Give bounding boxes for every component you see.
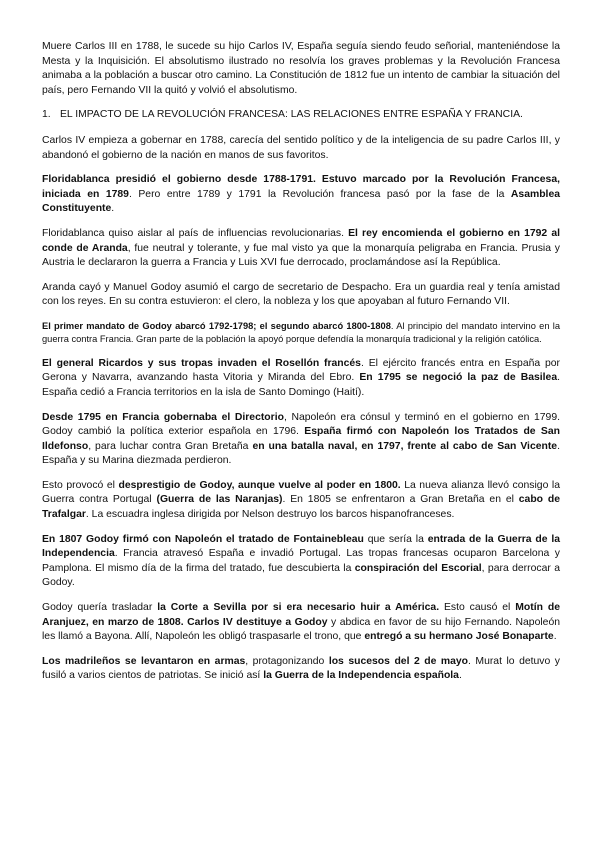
- bold-text: Asamblea Constituyente: [42, 188, 560, 215]
- bold-text: España firmó con Napoleón los Tratados de San Ildefonso: [42, 426, 560, 452]
- text: , para luchar contra Gran Bretaña: [88, 440, 253, 452]
- text: . España y su Marina diezmada perdieron.: [42, 440, 560, 467]
- bold-text: los sucesos del 2 de mayo: [328, 655, 469, 667]
- text: que sería la: [363, 533, 428, 545]
- paragraph-aranjuez: [42, 601, 560, 645]
- text: . Murat lo detuvo y fusiló a varios cientos de patriotas. Se inició así: [42, 655, 560, 682]
- text: .: [553, 631, 557, 643]
- bold-text: entrada de la Guerra de la Independencia: [42, 533, 560, 560]
- paragraph-godoy: Aranda cayó y Manuel Godoy asumió el cargo de secretario de Despacho. Era un guardia real y tenía amistad con los reyes. En su contra estuvieron: el clero, la nobleza y los que apoyaban al futuro Fernando VII.: [42, 281, 560, 308]
- text: Esto provocó el: [42, 479, 119, 491]
- paragraph-aranda: [42, 227, 560, 271]
- paragraph-floridablanca-government: [42, 173, 560, 217]
- text: Floridablanca quiso aislar al país de influencias revolucionarias.: [42, 227, 349, 239]
- paragraph-trafalgar: [42, 479, 560, 523]
- text: .: [111, 203, 115, 215]
- text: , fue neutral y tolerante, y fue mal visto ya que la monarquía peligraba en Francia. Prusia y Austria le declararon la guerra a Francia y Luis XVI fue derrocado, proclamándose así la República.: [42, 242, 560, 269]
- bold-text: cabo de Trafalgar: [42, 494, 560, 521]
- bold-text: En 1807 Godoy firmó con Napoleón el tratado de Fontainebleau: [42, 533, 364, 545]
- bold-text: El general Ricardos y sus tropas invaden el Rosellón francés: [42, 357, 361, 369]
- intro-paragraph: Muere Carlos III en 1788, le sucede su hijo Carlos IV, España seguía siendo feudo señorial, manteniéndose la Mesta y la Inquisición. El absolutismo ilustrado no resolvía los graves problemas y la Revolución Francesa animaba a la población a buscar otro camino. La Constitución de 1812 fue un intento de cambiar la situación del país, pero Fernando VII la quitó y volvió el absolutismo.: [42, 41, 560, 96]
- bold-text: El primer mandato de Godoy abarcó 1792-1798; el segundo abarcó 1800-1808: [42, 320, 391, 331]
- bold-text: (Guerra de las Naranjas): [156, 494, 283, 506]
- text: . Pero entre 1789 y 1791 la Revolución francesa pasó por la fase de la: [128, 188, 511, 200]
- paragraph-rosellon: [42, 357, 560, 401]
- bold-text: En 1795 se negoció la paz de Basilea: [359, 372, 558, 384]
- text: . Francia atravesó España e invadió Portugal. Las tropas francesas ocuparon Barcelona y Pamplona. El mismo día de la firma del tratado, fue descubierta la: [42, 548, 560, 574]
- bold-text: Desde 1795 en Francia gobernaba el Directorio: [42, 411, 284, 423]
- text: .: [458, 670, 462, 682]
- text: . España cedió a Francia territorios en la isla de Santo Domingo (Haití).: [42, 372, 560, 398]
- text: . La escuadra inglesa dirigida por Nelson destruyo los barcos hispanofranceses.: [85, 509, 455, 521]
- bold-text: desprestigio de Godoy, aunque vuelve al poder en 1800.: [118, 479, 401, 491]
- bold-text: conspiración del Escorial: [354, 562, 482, 574]
- text: . En 1805 se enfrentaron a Gran Bretaña en el: [282, 494, 519, 506]
- paragraph-directorio: [42, 411, 560, 469]
- bold-text: entregó a su hermano José Bonaparte: [364, 631, 554, 643]
- bold-text: en una batalla naval, en 1797, frente al cabo de San Vicente: [252, 440, 558, 452]
- text: La nueva alianza llevó consigo la Guerra contra Portugal: [42, 479, 560, 506]
- section-number: 1.: [42, 109, 51, 121]
- text: . El ejército francés entra en España por Gerona y Navarra, avanzando hasta Vitoria y Miranda del Ebro.: [42, 357, 561, 384]
- text: Esto causó el: [439, 602, 516, 614]
- bold-text: El rey encomienda el gobierno en 1792 al conde de Aranda: [42, 227, 560, 254]
- paragraph-godoy-mandates: [42, 320, 560, 347]
- paragraph-carlos-iv: Carlos IV empieza a gobernar en 1788, carecía del sentido político y de la inteligencia de su padre Carlos III, y abandonó el gobierno de la nación en manos de sus favoritos.: [42, 134, 560, 161]
- bold-text: Floridablanca presidió el gobierno desde 1788-1791. Estuvo marcado por la Revolución Francesa, iniciada en 1789: [42, 174, 560, 200]
- bold-text: la Corte a Sevilla por si era necesario huir a América.: [157, 602, 440, 614]
- bold-text: Motín de Aranjuez, en marzo de 1808. Carlos IV destituye a Godoy: [42, 602, 560, 628]
- bold-text: Los madrileños se levantaron en armas: [42, 655, 246, 667]
- text: , Napoleón era cónsul y terminó en el gobierno en 1799. Godoy cambió la política exterior española en 1796.: [42, 411, 560, 438]
- paragraph-fontainebleau: [42, 533, 560, 591]
- text: , protagonizando: [245, 655, 329, 667]
- section-heading: [42, 108, 560, 123]
- paragraph-dos-de-mayo: [42, 655, 560, 684]
- bold-text: la Guerra de la Independencia española: [263, 670, 459, 682]
- section-title: EL IMPACTO DE LA REVOLUCIÓN FRANCESA: LAS RELACIONES ENTRE ESPAÑA Y FRANCIA.: [60, 109, 523, 121]
- text: y abdica en favor de su hijo Fernando. Napoleón les llamó a Bayona. Allí, Napoleón les obligó traspasarle el trono, que: [42, 616, 561, 643]
- text: . Al principio del mandato intervino en la guerra contra Francia. Gran parte de la población la apoyó porque defendía la monarquía tradicional y la religión católica.: [42, 320, 561, 345]
- text: , para derrocar a Godoy.: [42, 562, 560, 589]
- text: Godoy quería trasladar: [42, 602, 158, 614]
